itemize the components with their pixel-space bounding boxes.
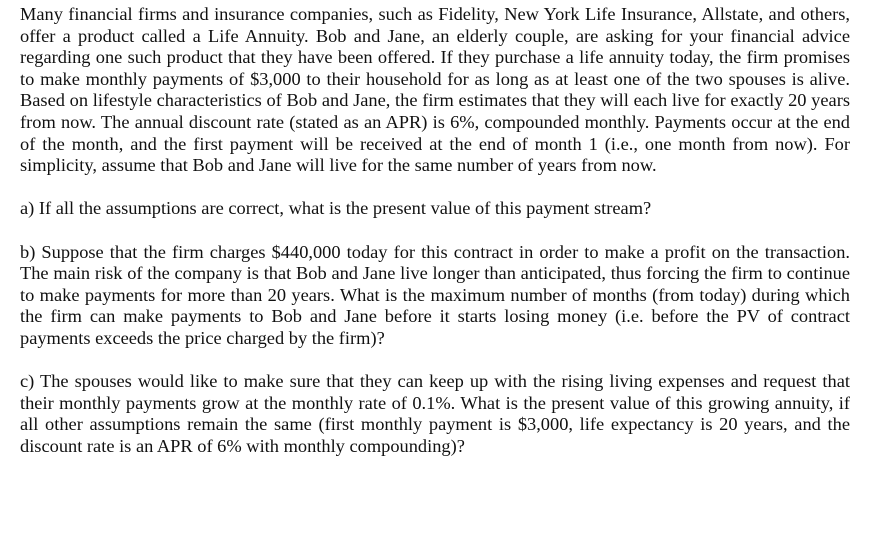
problem-document [20, 4, 850, 457]
question-c: c) The spouses would like to make sure that they can keep up with the rising living expenses and request that their monthly payments grow at the monthly rate of 0.1%. What is the present value of this growing annuity, if all other assumptions remain the same (first monthly payment is $3,000, life expectancy is 20 years, and the discount rate is an APR of 6% with monthly compounding)? [20, 371, 850, 456]
intro-paragraph: Many financial firms and insurance companies, such as Fidelity, New York Life Insurance, Allstate, and others, offer a product called a Life Annuity. Bob and Jane, an elderly couple, are asking for your financial advice regarding one such product that they have been offered. If they purchase a life annuity today, the firm promises to make monthly payments of $3,000 to their household for as long as at least one of the two spouses is alive. Based on lifestyle characteristics of Bob and Jane, the firm estimates that they will each live for exactly 20 years from now. The annual discount rate (stated as an APR) is 6%, compounded monthly. Payments occur at the end of the month, and the first payment will be received at the end of month 1 (i.e., one month from now). For simplicity, assume that Bob and Jane will live for the same number of years from now. [20, 4, 850, 176]
question-a: a) If all the assumptions are correct, what is the present value of this payment stream? [20, 198, 652, 219]
question-b: b) Suppose that the firm charges $440,000 today for this contract in order to make a profit on the transaction. The main risk of the company is that Bob and Jane live longer than anticipated, thus forcing the firm to continue to make payments for more than 20 years. What is the maximum number of months (from today) during which the firm can make payments to Bob and Jane before it starts losing money (i.e. before the PV of contract payments exceeds the price charged by the firm)? [20, 241, 850, 348]
